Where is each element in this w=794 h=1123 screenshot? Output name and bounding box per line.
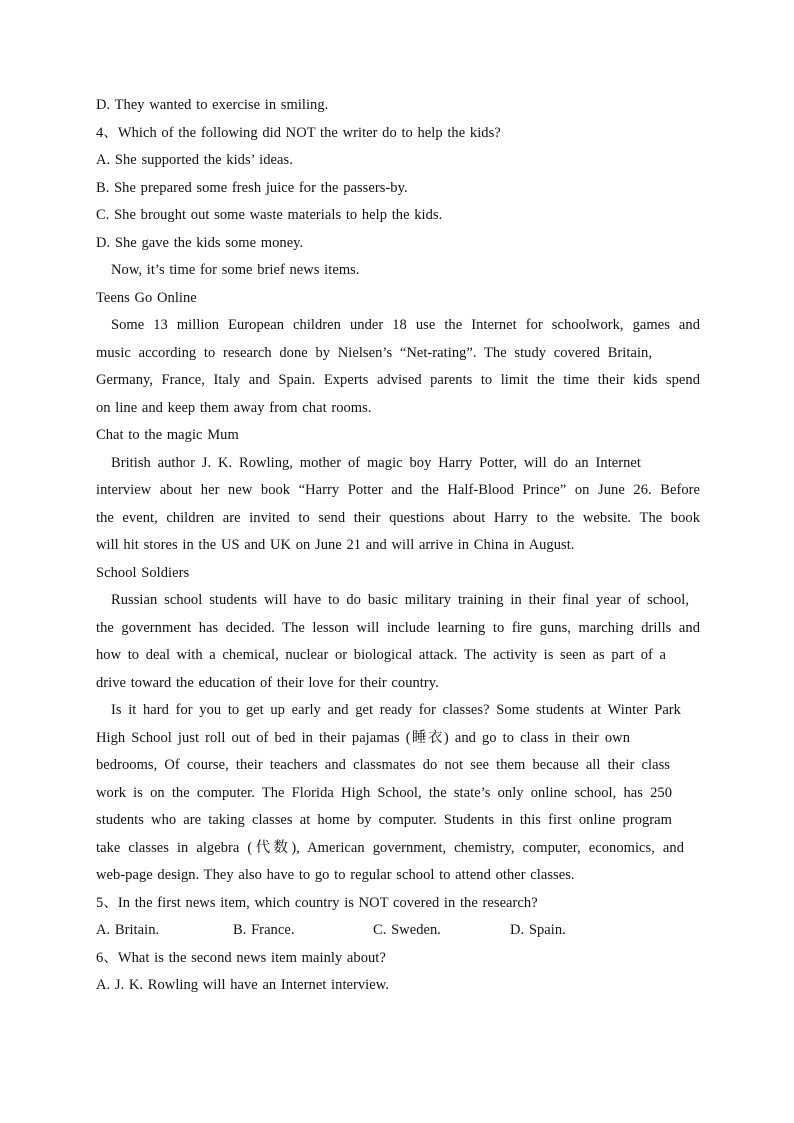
news-2-line-3: the event, children are invited to send their questions about Harry to the website. The book: [96, 509, 700, 526]
news-2-line-2: interview about her new book “Harry Potter and the Half-Blood Prince” on June 26. Before: [96, 482, 700, 498]
passage-line-1: Is it hard for you to get up early and get ready for classes? Some students at Winter Park: [111, 702, 681, 718]
news-2-line-1: British author J. K. Rowling, mother of magic boy Harry Potter, will do an Internet: [111, 454, 641, 471]
question-4-stem: 4、Which of the following did NOT the writer do to help the kids?: [96, 124, 501, 141]
passage-line-7: web-page design. They also have to go to regular school to attend other classes.: [96, 867, 575, 883]
news-1-line-3: Germany, France, Italy and Spain. Experts advised parents to limit the time their kids spend: [96, 372, 700, 388]
question-4-option-a: A. She supported the kids’ ideas.: [96, 152, 293, 168]
news-title-chat-to-mum: Chat to the magic Mum: [96, 427, 239, 443]
question-3-option-d: D. They wanted to exercise in smiling.: [96, 97, 329, 113]
passage-line-5: students who are taking classes at home by computer. Students in this first online program: [96, 812, 672, 828]
news-3-line-1: Russian school students will have to do basic military training in their final year of school,: [111, 592, 689, 608]
question-5-option-a: A. Britain.: [96, 922, 160, 938]
news-1-line-4: on line and keep them away from chat rooms.: [96, 399, 372, 416]
news-intro: Now, it’s time for some brief news items.: [111, 262, 360, 278]
question-4-option-c: C. She brought out some waste materials to help the kids.: [96, 207, 443, 223]
news-1-line-1: Some 13 million European children under 18 use the Internet for schoolwork, games and: [111, 317, 700, 333]
question-6-option-a: A. J. K. Rowling will have an Internet interview.: [96, 977, 390, 993]
news-3-line-2: the government has decided. The lesson will include learning to fire guns, marching drills and: [96, 619, 700, 636]
passage-line-3: bedrooms, Of course, their teachers and classmates do not see them because all their class: [96, 757, 670, 773]
question-4-option-d: D. She gave the kids some money.: [96, 234, 304, 251]
passage-line-2: High School just roll out of bed in their pajamas (睡衣) and go to class in their own: [96, 729, 630, 746]
question-5-option-c: C. Sweden.: [373, 922, 441, 938]
passage-line-6: take classes in algebra (代数), American government, chemistry, computer, economics, and: [96, 839, 684, 856]
news-2-line-4: will hit stores in the US and UK on June 21 and will arrive in China in August.: [96, 537, 575, 553]
news-title-school-soldiers: School Soldiers: [96, 564, 190, 581]
news-title-teens-go-online: Teens Go Online: [96, 289, 197, 306]
question-5-option-d: D. Spain.: [510, 922, 566, 938]
question-5-option-b: B. France.: [233, 922, 295, 938]
news-3-line-3: how to deal with a chemical, nuclear or biological attack. The activity is seen as part of a: [96, 647, 666, 663]
question-5-stem: 5、In the first news item, which country is NOT covered in the research?: [96, 894, 538, 911]
question-4-option-b: B. She prepared some fresh juice for the passers-by.: [96, 179, 408, 196]
question-6-stem: 6、What is the second news item mainly about?: [96, 949, 386, 966]
document-page: [96, 92, 700, 1000]
passage-line-4: work is on the computer. The Florida High School, the state’s only online school, has 250: [96, 784, 672, 801]
news-1-line-2: music according to research done by Nielsen’s “Net-rating”. The study covered Britain,: [96, 344, 652, 361]
news-3-line-4: drive toward the education of their love for their country.: [96, 674, 439, 691]
question-5-options: [96, 917, 700, 945]
